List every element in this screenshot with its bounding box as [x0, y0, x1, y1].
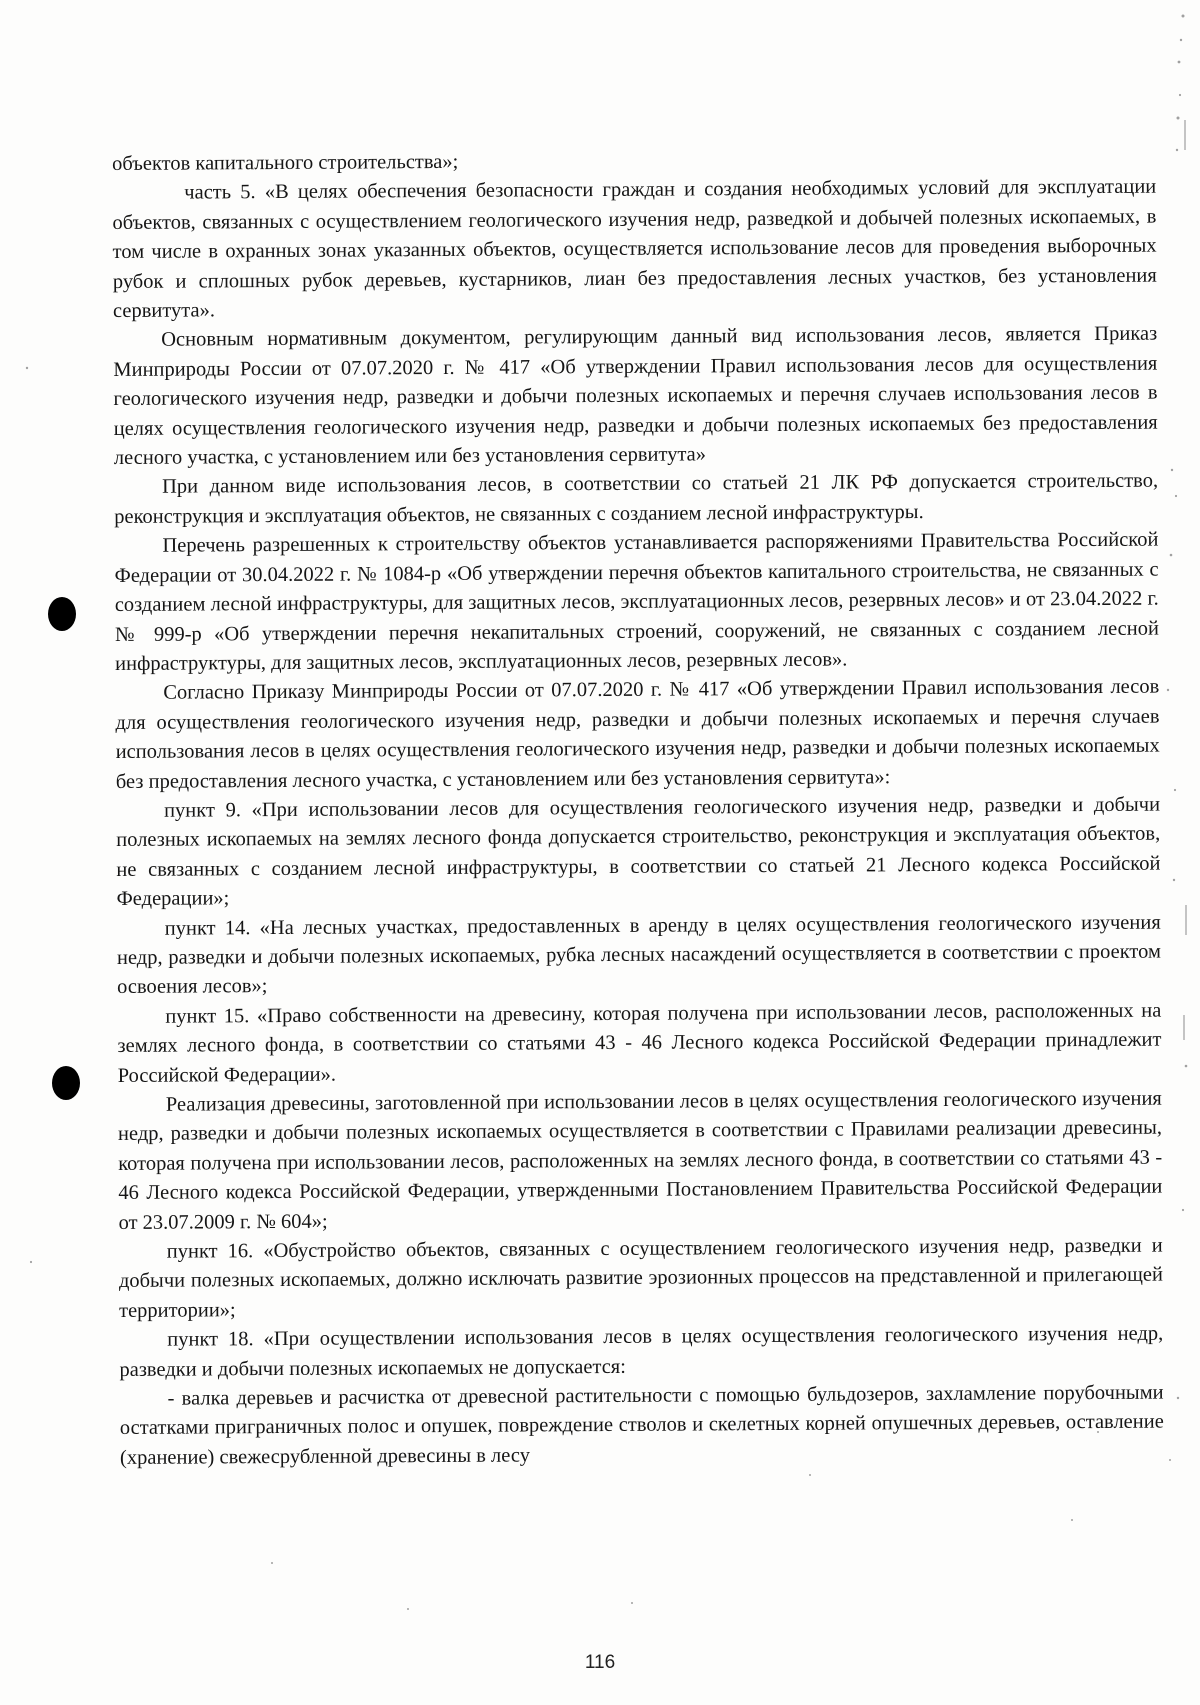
- paragraph: Основным нормативным документом, регулирующим данный вид использования лесов, является Приказ Минприроды России от 07.07.2020 г. № 417 «Об утверждении Правил использования лесов для осуществления геологического изучения недр, разведки и добычи полезных ископаемых и перечня случаев использования лесов в целях осуществления геологического изучения недр, разведки и добычи полезных ископаемых без предоставления лесного участка, с установлением или без установления сервитута»: [113, 323, 1158, 470]
- body-text: [112, 144, 1164, 1474]
- paragraph: Согласно Приказу Минприроды России от 07.07.2020 г. № 417 «Об утверждении Правил использования лесов для осуществления геологического изучения недр, разведки и добычи полезных ископаемых и перечня случаев использования лесов в целях осуществления геологического изучения недр, разведки и добычи полезных ископаемых без предоставления лесного участка, с установлением или без установления сервитута»:: [115, 675, 1160, 793]
- page-number: 116: [584, 1652, 616, 1673]
- paragraph: часть 5. «В целях обеспечения безопасности граждан и создания необходимых условий для эксплуатации объектов, связанных с осуществлением геологического изучения недр, разведкой и добычей полезных ископаемых, в том числе в охранных зонах указанных объектов, осуществляется использование лесов для проведения выборочных рубок и сплошных рубок деревьев, кустарников, лиан без предоставления лесных участков, без установления сервитута».: [112, 176, 1157, 323]
- paragraph: пункт 15. «Право собственности на древесину, которая получена при использовании лесов, расположенных на землях лесного фонда, в соответствии со статьями 43 - 46 Лесного кодекса Российской Федерации принадлежит Российской Федерации».: [117, 999, 1162, 1087]
- paragraph: Перечень разрешенных к строительству объектов устанавливается распоряжениями Правительства Российской Федерации от 30.04.2022 г. № 1084-р «Об утверждении перечня объектов капитального строительства, не связанных с созданием лесной инфраструктуры, для защитных лесов, эксплуатационных лесов, резервных лесов» и от 23.04.2022 г. № 999-р «Об утверждении перечня некапитальных строений, сооружений, не связанных с созданием лесной инфраструктуры, для защитных лесов, эксплуатационных лесов, резервных лесов».: [114, 528, 1160, 675]
- paragraph: - валка деревьев и расчистка от древесной растительности с помощью бульдозеров, захламление порубочными остатками приграничных полос и опушек, повреждение стволов и скелетных корней опушечных деревьев, оставление (хранение) свежесрубленной древесины в лесу: [119, 1381, 1164, 1469]
- paragraph: пункт 9. «При использовании лесов для осуществления геологического изучения недр, разведки и добычи полезных ископаемых на землях лесного фонда допускается строительство, реконструкция и эксплуатация объектов, не связанных с созданием лесной инфраструктуры, в соответствии со статьей 21 Лесного кодекса Российской Федерации»;: [116, 793, 1161, 911]
- paragraph: пункт 16. «Обустройство объектов, связанных с осуществлением геологического изучения недр, разведки и добычи полезных ископаемых, должно исключать развитие эрозионных процессов на представленной и прилегающей территории»;: [118, 1234, 1163, 1322]
- paragraph: При данном виде использования лесов, в соответствии со статьей 21 ЛК РФ допускается строительство, реконструкция и эксплуатация объектов, не связанных с созданием лесной инфраструктуры.: [114, 470, 1159, 528]
- paragraph: Реализация древесины, заготовленной при использовании лесов в целях осуществления геологического изучения недр, разведки и добычи полезных ископаемых осуществляется в соответствии с Правилами реализации древесины, которая получена при использовании лесов, расположенных на землях лесного фонда, в соответствии со статьями 43 - 46 Лесного кодекса Российской Федерации, утвержденными Постановлением Правительства Российской Федерации от 23.07.2009 г. № 604»;: [117, 1087, 1163, 1234]
- paragraph: объектов капитального строительства»;: [112, 150, 459, 175]
- paragraph: пункт 18. «При осуществлении использования лесов в целях осуществления геологического изучения недр, разведки и добычи полезных ископаемых не допускается:: [119, 1322, 1164, 1381]
- paragraph: пункт 14. «На лесных участках, предоставленных в аренду в целях осуществления геологического изучения недр, разведки и добычи полезных ископаемых, рубка лесных насаждений осуществляется в соответствии с проектом освоения лесов»;: [116, 911, 1161, 999]
